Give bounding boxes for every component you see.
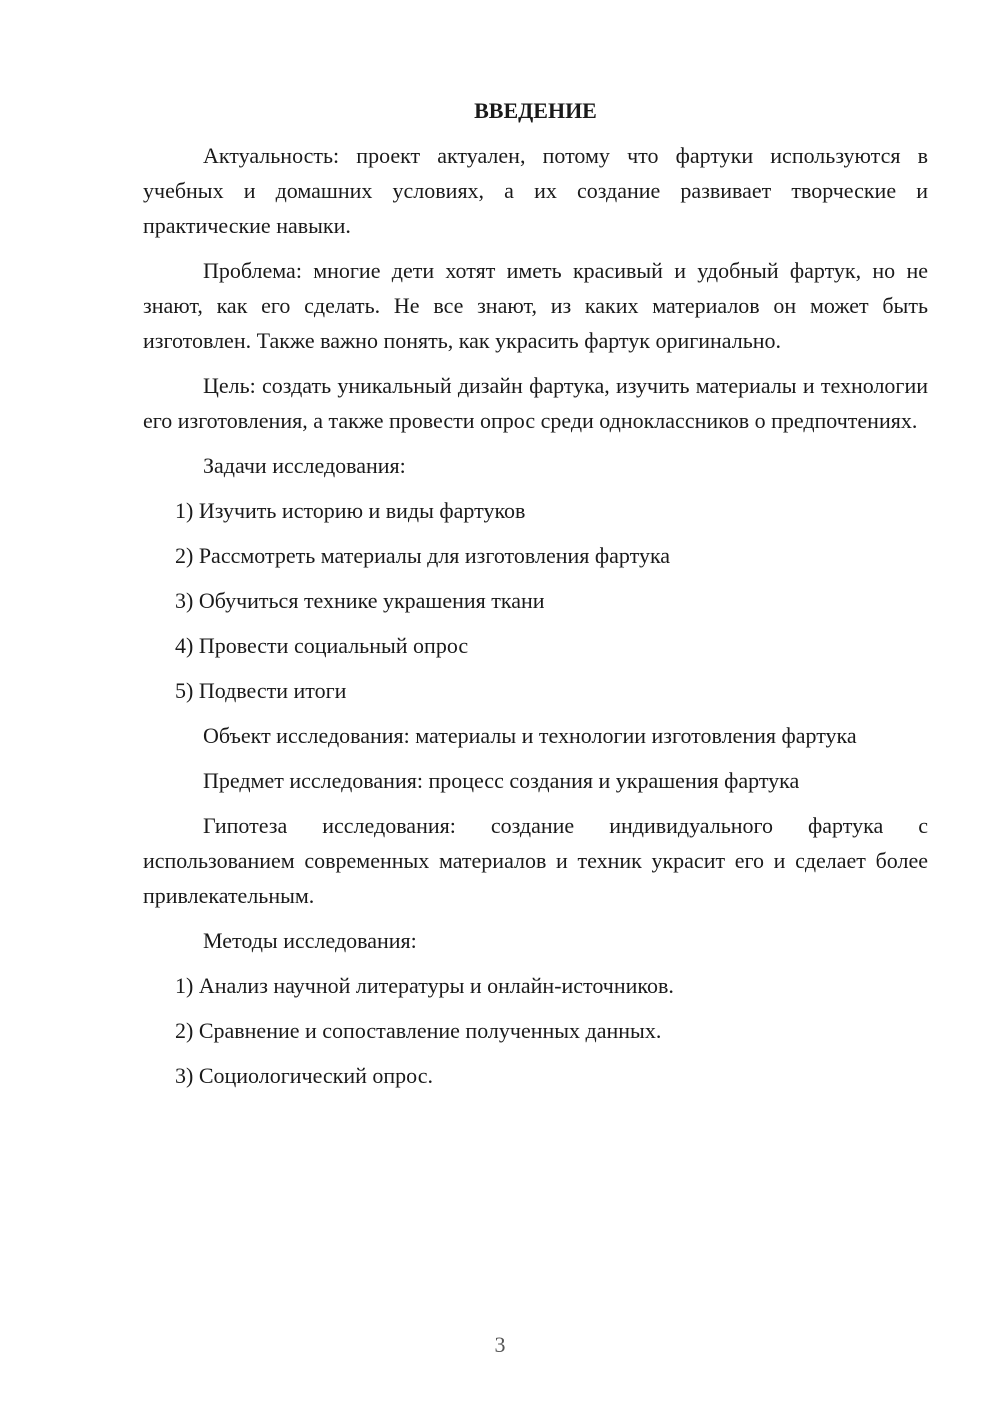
hypothesis-paragraph: Гипотеза исследования: создание индивидуального фартука с использованием современных материалов и техник украсит его и сделает более привлекательным. [143,813,928,908]
page-content [143,93,928,1103]
methods-label: Методы исследования: [203,928,417,953]
section-heading: ВВЕДЕНИЕ [474,98,597,123]
page-number: 3 [494,1332,506,1357]
problem-paragraph: Проблема: многие дети хотят иметь красивый и удобный фартук, но не знают, как его сделать. Не все знают, из каких материалов он может быть изготовлен. Также важно понять, как украсить фартук оригинально. [143,258,928,353]
task-item: 1) Изучить историю и виды фартуков [175,498,526,523]
task-item: 5) Подвести итоги [175,678,347,703]
method-item: 2) Сравнение и сопоставление полученных данных. [175,1018,662,1043]
tasks-label: Задачи исследования: [203,453,406,478]
task-item: 4) Провести социальный опрос [175,633,469,658]
relevance-paragraph: Актуальность: проект актуален, потому что фартуки используются в учебных и домашних условиях, а их создание развивает творческие и практические навыки. [143,143,928,238]
task-item: 2) Рассмотреть материалы для изготовления фартука [175,543,671,568]
method-item: 1) Анализ научной литературы и онлайн-источников. [175,973,674,998]
goal-paragraph: Цель: создать уникальный дизайн фартука, изучить материалы и технологии его изготовления, а также провести опрос среди одноклассников о предпочтениях. [143,373,928,433]
method-item: 3) Социологический опрос. [175,1063,433,1088]
task-item: 3) Обучиться технике украшения ткани [175,588,545,613]
object-paragraph: Объект исследования: материалы и технологии изготовления фартука [203,723,857,748]
subject-paragraph: Предмет исследования: процесс создания и украшения фартука [203,768,800,793]
